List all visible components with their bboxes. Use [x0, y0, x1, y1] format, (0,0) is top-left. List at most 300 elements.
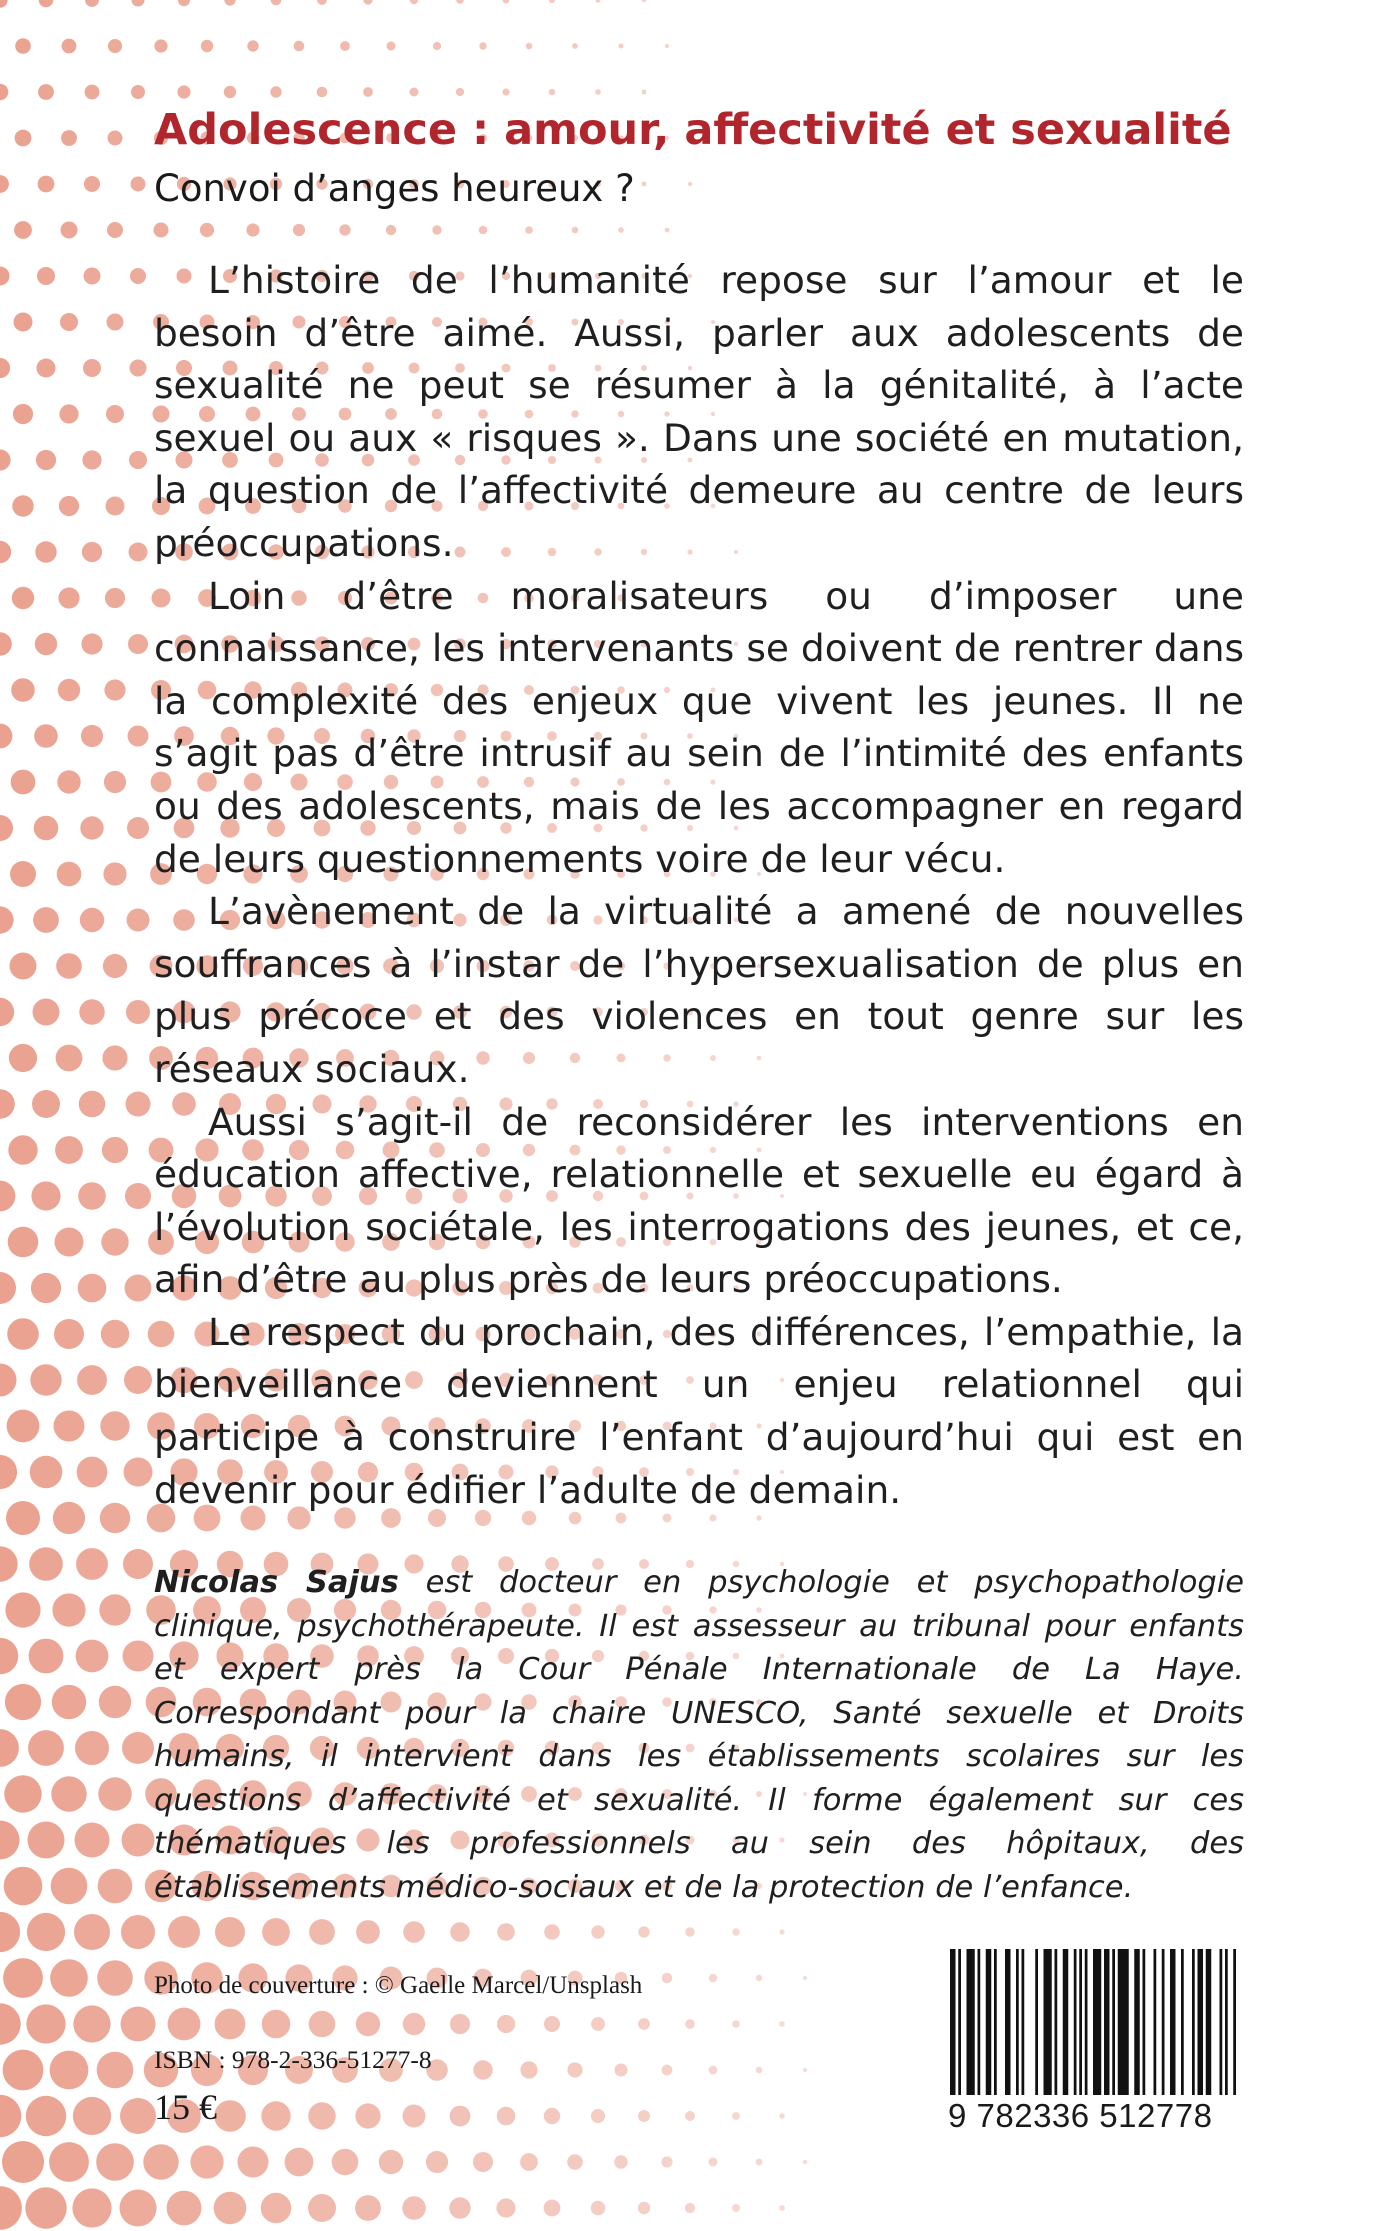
background-dot [51, 1776, 86, 1811]
background-dot [520, 2061, 537, 2078]
background-dot [122, 1732, 154, 1764]
background-dot [84, 176, 100, 192]
background-dot [103, 954, 127, 978]
barcode-bar [1154, 1949, 1157, 2095]
background-dot [332, 2149, 359, 2176]
background-dot [74, 1914, 110, 1950]
background-dot [224, 86, 236, 98]
background-dot [35, 633, 57, 655]
background-dot [39, 0, 54, 7]
background-dot [0, 2003, 21, 2044]
background-dot [168, 2008, 201, 2041]
background-dot [356, 1920, 380, 1944]
background-dot [270, 86, 281, 97]
background-dot [106, 405, 124, 423]
background-dot [15, 130, 32, 147]
background-dot [10, 953, 37, 980]
background-dot [29, 1639, 64, 1674]
background-dot [356, 2012, 380, 2036]
background-dot [0, 724, 12, 749]
background-dot [591, 2201, 606, 2216]
barcode-bar [1118, 1949, 1129, 2095]
background-dot [54, 1319, 84, 1349]
background-dot [75, 1731, 109, 1765]
background-dot [100, 1503, 130, 1533]
background-dot [642, 0, 646, 2]
barcode-bar [1104, 1949, 1110, 2095]
background-dot [2, 2141, 44, 2183]
barcode-bar [1093, 1949, 1101, 2095]
background-dot [0, 906, 14, 933]
background-dot [98, 1869, 133, 1904]
background-dot [34, 724, 58, 748]
background-dot [83, 359, 101, 377]
background-dot [3, 1958, 43, 1998]
background-dot [732, 2204, 740, 2212]
background-dot [73, 2005, 110, 2042]
background-dot [426, 2151, 448, 2173]
background-dot [433, 42, 441, 50]
background-dot [214, 2192, 247, 2225]
background-dot [37, 359, 56, 378]
background-dot [756, 2067, 763, 2074]
background-dot [591, 2109, 605, 2123]
barcode-bar [1181, 1949, 1184, 2095]
background-dot [50, 2051, 89, 2090]
background-dot [0, 1272, 16, 1304]
background-dot [79, 999, 104, 1024]
background-dot [120, 2190, 157, 2227]
background-dot [6, 1501, 40, 1535]
background-dot [26, 2096, 66, 2136]
background-dot [526, 43, 533, 50]
background-dot [190, 2145, 223, 2178]
background-dot [520, 2153, 538, 2171]
background-dot [126, 1092, 151, 1117]
background-dot [49, 2142, 89, 2182]
background-dot [591, 1925, 604, 1938]
background-dot [14, 221, 32, 239]
background-dot [308, 2102, 335, 2129]
background-dot [61, 130, 77, 146]
barcode-bar [1170, 1949, 1176, 2095]
barcode-bar [967, 1949, 975, 2095]
background-dot [294, 41, 305, 52]
background-dot [403, 2013, 425, 2035]
background-dot [12, 495, 33, 516]
blurb-paragraph: L’avènement de la virtualité a amené de nouvelles souffrances à l’instar de l’hypersexualisation de plus en plus précoce et des violences en tout genre sur les réseaux sociaux. [154, 889, 1244, 1091]
background-dot [52, 1593, 85, 1626]
background-dot [355, 2195, 381, 2221]
background-dot [75, 1823, 110, 1858]
background-dot [0, 2186, 22, 2230]
background-dot [9, 1044, 37, 1072]
background-dot [61, 222, 78, 239]
background-dot [131, 85, 145, 99]
background-dot [0, 449, 11, 470]
background-dot [363, 0, 372, 5]
background-dot [638, 2110, 650, 2122]
background-dot [59, 404, 78, 423]
background-dot [638, 2202, 650, 2214]
background-dot [0, 175, 9, 193]
background-dot [62, 39, 77, 54]
background-dot [591, 2017, 605, 2031]
background-dot [131, 177, 146, 192]
background-dot [101, 1320, 129, 1348]
background-dot [51, 1868, 88, 1905]
background-dot [123, 1549, 153, 1579]
background-dot [8, 1135, 37, 1164]
background-dot [309, 2011, 336, 2038]
isbn: ISBN : 978-2-336-51277-8 [154, 2045, 432, 2074]
barcode-bar [1005, 1949, 1011, 2095]
background-dot [128, 634, 148, 654]
background-dot [10, 861, 36, 887]
background-dot [56, 953, 82, 979]
background-dot [261, 2193, 291, 2223]
background-dot [84, 268, 101, 285]
background-dot [4, 1775, 41, 1812]
background-dot [127, 909, 150, 932]
background-dot [410, 88, 419, 97]
background-dot [497, 2107, 516, 2126]
background-dot [33, 999, 60, 1026]
background-dot [85, 0, 99, 7]
background-dot [403, 1921, 425, 1943]
background-dot [77, 1457, 108, 1488]
background-dot [308, 2194, 336, 2222]
background-dot [82, 450, 101, 469]
background-dot [73, 2097, 111, 2135]
background-dot [143, 2144, 178, 2179]
background-dot [103, 862, 126, 885]
background-dot [544, 2200, 561, 2217]
background-dot [12, 587, 34, 609]
barcode-bar [1220, 1949, 1223, 2095]
background-dot [709, 2066, 718, 2075]
background-dot [340, 41, 350, 51]
background-dot [595, 0, 600, 3]
background-dot [125, 1275, 152, 1302]
background-dot [30, 1364, 61, 1395]
main-content [154, 100, 1244, 1516]
barcode-bar [1225, 1949, 1228, 2095]
background-dot [619, 44, 624, 49]
background-dot [108, 131, 123, 146]
background-dot [5, 1684, 41, 1720]
background-dot [55, 1136, 83, 1164]
background-dot [97, 1960, 133, 1996]
background-dot [638, 2018, 650, 2030]
background-dot [456, 0, 464, 4]
background-dot [544, 1924, 560, 1940]
barcode-bar [1044, 1949, 1052, 2095]
background-dot [178, 0, 190, 6]
barcode-bar [1233, 1949, 1236, 2095]
background-dot [78, 1182, 106, 1210]
background-dot [0, 1089, 15, 1119]
background-dot [107, 222, 123, 238]
background-dot [11, 770, 36, 795]
background-dot [497, 2015, 515, 2033]
author-bio [154, 1561, 1244, 1909]
background-dot [0, 998, 14, 1026]
background-dot [614, 2155, 627, 2168]
price: 15 € [154, 2087, 217, 2127]
blurb-paragraph: Le respect du prochain, des différences, l’empathie, la bienveillance deviennent un enjeu relationnel qui participe à construire l’enfant d’aujourd’hui qui est en devenir pour édifier l’adulte de demain. [154, 1309, 1244, 1512]
background-dot [0, 815, 13, 841]
background-dot [79, 1091, 106, 1118]
background-dot [0, 84, 8, 101]
background-dot [121, 2007, 156, 2042]
background-dot [0, 358, 10, 378]
background-dot [34, 816, 59, 841]
background-dot [27, 1913, 65, 1951]
background-dot [59, 496, 79, 516]
background-dot [642, 90, 647, 95]
background-dot [0, 541, 11, 563]
background-dot [77, 1365, 107, 1395]
background-dot [262, 1918, 290, 1946]
barcode-bar [986, 1949, 992, 2095]
background-dot [0, 1729, 19, 1767]
background-dot [124, 1458, 153, 1487]
background-dot [104, 679, 125, 700]
background-dot [355, 2103, 380, 2128]
background-dot [3, 2050, 44, 2091]
background-dot [238, 2147, 269, 2178]
background-dot [544, 2108, 560, 2124]
background-dot [121, 1915, 155, 1949]
background-dot [0, 267, 10, 286]
background-dot [567, 2154, 583, 2170]
background-dot [72, 2188, 111, 2227]
background-dot [7, 1318, 39, 1350]
background-dot [60, 313, 78, 331]
background-dot [0, 1546, 18, 1581]
background-dot [99, 1686, 131, 1718]
background-dot [50, 1959, 88, 1997]
background-dot [201, 40, 213, 52]
background-dot [105, 588, 125, 608]
background-dot [28, 1822, 65, 1859]
background-dot [80, 908, 104, 932]
background-dot [82, 542, 102, 562]
background-dot [25, 2187, 66, 2228]
background-dot [685, 2019, 695, 2029]
background-dot [615, 2064, 628, 2077]
background-dot [125, 1183, 151, 1209]
background-dot [661, 2156, 672, 2167]
background-dot [549, 89, 555, 95]
background-dot [709, 2158, 718, 2167]
background-dot [285, 2148, 314, 2177]
background-dot [662, 2065, 673, 2076]
background-dot [30, 1456, 63, 1489]
background-dot [129, 451, 147, 469]
barcode-bar [1162, 1949, 1165, 2095]
barcode-bar [1085, 1949, 1088, 2095]
background-dot [0, 1455, 17, 1489]
background-dot [57, 862, 82, 887]
background-dot [317, 87, 328, 98]
background-dot [0, 1181, 15, 1212]
background-dot [317, 0, 327, 5]
photo-credit: Photo de couverture : © Gaelle Marcel/Unsplash [154, 1972, 643, 1999]
background-dot [215, 1917, 245, 1947]
background-dot [100, 1411, 129, 1440]
barcode-bar [1016, 1949, 1019, 2095]
background-dot [756, 2159, 763, 2166]
background-dot [11, 678, 35, 702]
background-dot [98, 1777, 131, 1810]
background-dot [56, 1045, 83, 1072]
background-dot [309, 1919, 335, 1945]
background-dot [57, 770, 80, 793]
background-dot [80, 816, 103, 839]
background-dot [0, 1638, 18, 1675]
background-dot [124, 1366, 152, 1394]
background-dot [803, 1976, 807, 1980]
background-dot [496, 2198, 515, 2217]
background-dot [101, 1228, 128, 1255]
background-dot [31, 1181, 60, 1210]
background-dot [4, 1867, 43, 1906]
book-subtitle: Convoi d’anges heureux ? [154, 167, 635, 210]
background-dot [732, 2020, 740, 2028]
background-dot [567, 2062, 582, 2077]
background-dot [107, 314, 124, 331]
background-dot [665, 44, 669, 48]
background-dot [379, 2150, 403, 2174]
background-dot [32, 1090, 60, 1118]
background-dot [132, 0, 145, 7]
background-dot [55, 1228, 84, 1257]
background-dot [497, 1923, 515, 1941]
background-dot [128, 726, 149, 747]
background-dot [638, 1926, 649, 1937]
background-dot [262, 2010, 291, 2039]
background-dot [572, 43, 578, 49]
background-dot [130, 360, 147, 377]
background-dot [450, 1922, 470, 1942]
background-dot [108, 39, 122, 53]
barcode-bar [1112, 1949, 1115, 2095]
background-dot [387, 42, 396, 51]
background-dot [78, 1274, 107, 1303]
background-dot [756, 1975, 762, 1981]
background-dot [37, 267, 55, 285]
background-dot [732, 2112, 740, 2120]
background-dot [123, 1641, 154, 1672]
barcode-bar [1143, 1949, 1146, 2095]
book-title: Adolescence : amour, affectivité et sexualité [154, 105, 1232, 155]
background-dot [127, 817, 149, 839]
background-dot [7, 1410, 40, 1443]
barcode-bar [950, 1949, 956, 2095]
background-dot [0, 1364, 17, 1397]
barcode-bar [1074, 1949, 1077, 2095]
background-dot [779, 2205, 785, 2211]
barcode-bar [1206, 1949, 1212, 2095]
background-dot [81, 633, 102, 654]
background-dot [779, 2021, 784, 2026]
barcode-bar [1079, 1949, 1082, 2095]
background-dot [53, 1502, 85, 1534]
background-dot [224, 0, 235, 6]
barcode-bar [1063, 1949, 1069, 2095]
background-dot [473, 2060, 492, 2079]
background-dot [779, 1929, 784, 1934]
background-dot [58, 679, 80, 701]
background-dot [29, 1547, 63, 1581]
barcode-bar [994, 1949, 997, 2095]
background-dot [85, 85, 100, 100]
background-dot [102, 1045, 127, 1070]
barcode-bar [958, 1949, 961, 2095]
background-dot [410, 0, 418, 4]
background-dot [473, 2152, 493, 2172]
blurb-paragraph: Aussi s’agit-il de reconsidérer les interventions en éducation affective, relationnelle et sexuelle eu égard à l’évolution sociétale, les interrogations des jeunes, et ce, afin d’être au plus près de leurs préoccupations. [154, 1099, 1244, 1302]
background-dot [503, 0, 510, 3]
background-dot [58, 587, 79, 608]
background-dot [126, 1000, 150, 1024]
barcode-bar [1035, 1949, 1038, 2095]
background-dot [14, 313, 33, 332]
background-dot [0, 1821, 20, 1860]
background-dot [177, 85, 190, 98]
background-dot [122, 1824, 155, 1857]
barcode-bar [1022, 1949, 1025, 2095]
background-dot [803, 2160, 808, 2165]
background-dot [33, 907, 59, 933]
background-dot [549, 0, 555, 3]
background-dot [732, 1928, 739, 1935]
background-dot [803, 2068, 807, 2072]
background-dot [402, 2196, 426, 2220]
author-name: Nicolas Sajus [154, 1565, 399, 1600]
barcode-digits: 9 782336 512778 [948, 2097, 1213, 2134]
background-dot [120, 2098, 156, 2134]
barcode-bar [1192, 1949, 1195, 2095]
background-dot [479, 42, 486, 49]
background-dot [214, 2100, 246, 2132]
background-dot [54, 1411, 85, 1442]
background-dot [261, 2101, 290, 2130]
background-dot [129, 543, 148, 562]
background-dot [403, 2105, 426, 2128]
background-dot [456, 88, 464, 96]
background-dot [13, 404, 33, 424]
background-dot [168, 1916, 200, 1948]
background-dot [81, 725, 103, 747]
blurb-paragraph: Loin d’être moralisateurs ou d’imposer une connaissance, les intervenants se doivent de rentrer dans la complexité des enjeux que vivent les jeunes. Il ne s’agit pas d’être intrusif au sein de l’intimité des enfants ou des adolescents, mais de les accompagner en regard de leurs questionnements voire de leur vécu. [154, 573, 1244, 881]
background-dot [779, 2113, 785, 2119]
background-dot [0, 632, 12, 656]
background-dot [0, 0, 8, 8]
background-dot [662, 1973, 673, 1984]
background-dot [102, 1137, 128, 1163]
background-dot [502, 88, 509, 95]
background-dot [15, 38, 31, 54]
background-dot [363, 87, 373, 97]
barcode-bar [1055, 1949, 1058, 2095]
blurb-paragraph: L’histoire de l’humanité repose sur l’amour et le besoin d’être aimé. Aussi, parler aux adolescents de sexualité ne peut se résumer à la génitalité, à l’acte sexuel ou aux « risques ». Dans une société en mutation, la question de l’affectivité demeure au centre de leurs préoccupations. [154, 258, 1244, 565]
background-dot [215, 2009, 246, 2040]
background-dot [449, 2197, 470, 2218]
background-dot [450, 2014, 470, 2034]
